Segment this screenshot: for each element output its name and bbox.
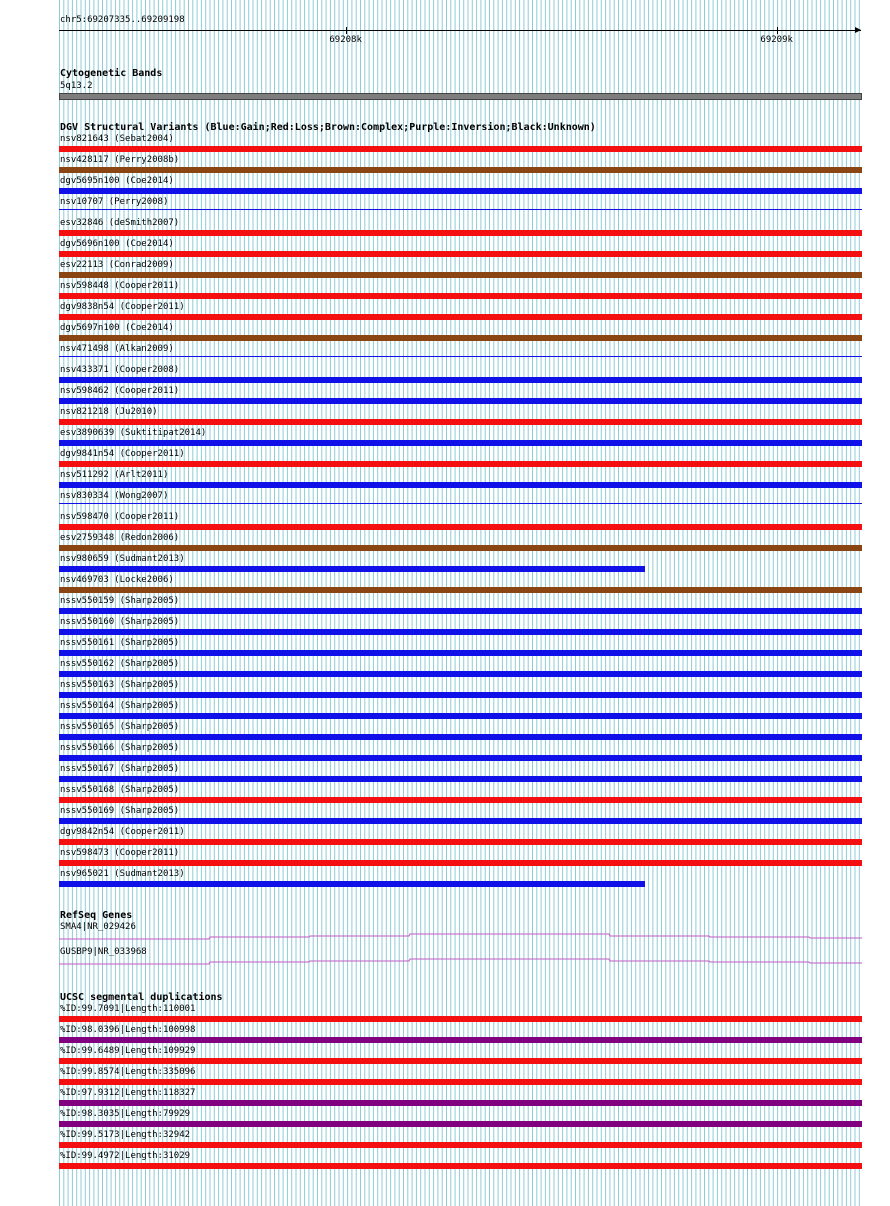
segdup-bar[interactable] [59, 1058, 862, 1064]
dgv-variant-label[interactable]: nssv550167 (Sharp2005) [60, 764, 180, 774]
dgv-variant-bar[interactable] [59, 692, 862, 698]
dgv-variant-bar[interactable] [59, 881, 645, 887]
segdup-label[interactable]: %ID:99.7091|Length:110001 [60, 1004, 196, 1014]
ruler-coordinates: chr5:69207335..69209198 [60, 15, 185, 25]
ruler-axis [59, 30, 861, 31]
dgv-variant-label[interactable]: dgv9841n54 (Cooper2011) [60, 449, 185, 459]
dgv-variant-bar[interactable] [59, 335, 862, 341]
dgv-variant-bar[interactable] [59, 209, 862, 210]
dgv-variant-label[interactable]: nsv598448 (Cooper2011) [60, 281, 180, 291]
segdup-label[interactable]: %ID:98.0396|Length:100998 [60, 1025, 196, 1035]
dgv-variant-label[interactable]: nsv821218 (Ju2010) [60, 407, 158, 417]
dgv-variant-label[interactable]: nsv821643 (Sebat2004) [60, 134, 174, 144]
dgv-variant-label[interactable]: nsv598462 (Cooper2011) [60, 386, 180, 396]
dgv-variant-label[interactable]: esv3890639 (Suktitipat2014) [60, 428, 207, 438]
dgv-variant-bar[interactable] [59, 818, 862, 824]
dgv-variant-label[interactable]: nssv550161 (Sharp2005) [60, 638, 180, 648]
dgv-variant-label[interactable]: nsv980659 (Sudmant2013) [60, 554, 185, 564]
dgv-variant-bar[interactable] [59, 797, 862, 803]
dgv-variant-label[interactable]: dgv5695n100 (Coe2014) [60, 176, 174, 186]
dgv-variant-bar[interactable] [59, 713, 862, 719]
cytoband-bar[interactable] [59, 93, 862, 100]
segdup-label[interactable]: %ID:99.6489|Length:109929 [60, 1046, 196, 1056]
dgv-variant-label[interactable]: nssv550160 (Sharp2005) [60, 617, 180, 627]
segdup-bar[interactable] [59, 1100, 862, 1106]
dgv-variant-label[interactable]: dgv5696n100 (Coe2014) [60, 239, 174, 249]
dgv-variant-bar[interactable] [59, 356, 862, 357]
dgv-variant-bar[interactable] [59, 251, 862, 257]
dgv-variant-bar[interactable] [59, 146, 862, 152]
dgv-variant-bar[interactable] [59, 398, 862, 404]
dgv-variant-bar[interactable] [59, 608, 862, 614]
dgv-variant-bar[interactable] [59, 482, 862, 488]
dgv-variant-label[interactable]: dgv9838n54 (Cooper2011) [60, 302, 185, 312]
dgv-variant-bar[interactable] [59, 188, 862, 194]
segdup-bar[interactable] [59, 1121, 862, 1127]
dgv-variant-label[interactable]: dgv5697n100 (Coe2014) [60, 323, 174, 333]
dgv-variant-label[interactable]: nssv550166 (Sharp2005) [60, 743, 180, 753]
refseq-gene-line [59, 934, 862, 939]
segdup-bar[interactable] [59, 1037, 862, 1043]
dgv-variant-label[interactable]: nsv428117 (Perry2008b) [60, 155, 180, 165]
segdup-bar[interactable] [59, 1142, 862, 1148]
refseq-gene-label[interactable]: GUSBP9|NR_033968 [60, 947, 147, 957]
dgv-variant-label[interactable]: nssv550164 (Sharp2005) [60, 701, 180, 711]
dgv-track-title: DGV Structural Variants (Blue:Gain;Red:Loss;Brown:Complex;Purple:Inversion;Black:Unknown) [60, 122, 596, 133]
segdup-label[interactable]: %ID:99.5173|Length:32942 [60, 1130, 191, 1140]
dgv-variant-label[interactable]: nsv830334 (Wong2007) [60, 491, 169, 501]
dgv-variant-bar[interactable] [59, 587, 862, 593]
segdup-bar[interactable] [59, 1163, 862, 1169]
dgv-variant-bar[interactable] [59, 377, 862, 383]
ruler-arrow-right-icon [855, 27, 861, 33]
dgv-variant-bar[interactable] [59, 293, 862, 299]
segdup-bar[interactable] [59, 1079, 862, 1085]
dgv-variant-bar[interactable] [59, 461, 862, 467]
dgv-variant-bar[interactable] [59, 860, 862, 866]
refseq-gene-model[interactable] [59, 955, 862, 967]
dgv-variant-label[interactable]: nsv511292 (Arlt2011) [60, 470, 169, 480]
dgv-variant-bar[interactable] [59, 524, 862, 530]
dgv-variant-label[interactable]: nssv550165 (Sharp2005) [60, 722, 180, 732]
dgv-variant-bar[interactable] [59, 545, 862, 551]
refseq-gene-model[interactable] [59, 930, 862, 942]
dgv-variant-bar[interactable] [59, 503, 862, 504]
segdup-track-title: UCSC segmental duplications [60, 992, 223, 1003]
dgv-variant-bar[interactable] [59, 440, 862, 446]
dgv-variant-bar[interactable] [59, 755, 862, 761]
segdup-bar[interactable] [59, 1016, 862, 1022]
dgv-variant-label[interactable]: nsv598470 (Cooper2011) [60, 512, 180, 522]
dgv-variant-label[interactable]: nssv550168 (Sharp2005) [60, 785, 180, 795]
dgv-variant-bar[interactable] [59, 734, 862, 740]
refseq-track-title: RefSeq Genes [60, 910, 133, 921]
dgv-variant-label[interactable]: nsv471498 (Alkan2009) [60, 344, 174, 354]
dgv-variant-bar[interactable] [59, 566, 645, 572]
dgv-variant-bar[interactable] [59, 671, 862, 677]
segdup-label[interactable]: %ID:98.3035|Length:79929 [60, 1109, 191, 1119]
dgv-variant-bar[interactable] [59, 167, 862, 173]
dgv-variant-label[interactable]: dgv9842n54 (Cooper2011) [60, 827, 185, 837]
dgv-variant-label[interactable]: nssv550163 (Sharp2005) [60, 680, 180, 690]
dgv-variant-label[interactable]: esv22113 (Conrad2009) [60, 260, 174, 270]
segdup-label[interactable]: %ID:99.8574|Length:335096 [60, 1067, 196, 1077]
ruler-tick [346, 27, 347, 34]
dgv-variant-bar[interactable] [59, 839, 862, 845]
refseq-gene-label[interactable]: SMA4|NR_029426 [60, 922, 136, 932]
dgv-variant-label[interactable]: nsv598473 (Cooper2011) [60, 848, 180, 858]
dgv-variant-bar[interactable] [59, 314, 862, 320]
dgv-variant-label[interactable]: nssv550162 (Sharp2005) [60, 659, 180, 669]
dgv-variant-bar[interactable] [59, 419, 862, 425]
dgv-variant-label[interactable]: nssv550159 (Sharp2005) [60, 596, 180, 606]
dgv-variant-label[interactable]: nsv965021 (Sudmant2013) [60, 869, 185, 879]
dgv-variant-label[interactable]: nsv469703 (Locke2006) [60, 575, 174, 585]
cytoband-track-title: Cytogenetic Bands [60, 68, 163, 79]
dgv-variant-bar[interactable] [59, 629, 862, 635]
ruler-tick-label: 69208k [329, 35, 362, 45]
refseq-gene-line [59, 959, 862, 964]
dgv-variant-label[interactable]: esv2759348 (Redon2006) [60, 533, 180, 543]
dgv-variant-label[interactable]: nsv433371 (Cooper2008) [60, 365, 180, 375]
segdup-label[interactable]: %ID:97.9312|Length:118327 [60, 1088, 196, 1098]
segdup-label[interactable]: %ID:99.4972|Length:31029 [60, 1151, 191, 1161]
dgv-variant-label[interactable]: nssv550169 (Sharp2005) [60, 806, 180, 816]
dgv-variant-bar[interactable] [59, 650, 862, 656]
dgv-variant-bar[interactable] [59, 230, 862, 236]
dgv-variant-bar[interactable] [59, 272, 862, 278]
dgv-variant-bar[interactable] [59, 776, 862, 782]
ruler-tick-label: 69209k [760, 35, 793, 45]
cytoband-label: 5q13.2 [60, 81, 93, 91]
ruler-tick [777, 27, 778, 34]
dgv-variant-label[interactable]: esv32846 (deSmith2007) [60, 218, 180, 228]
dgv-variant-label[interactable]: nsv10707 (Perry2008) [60, 197, 169, 207]
